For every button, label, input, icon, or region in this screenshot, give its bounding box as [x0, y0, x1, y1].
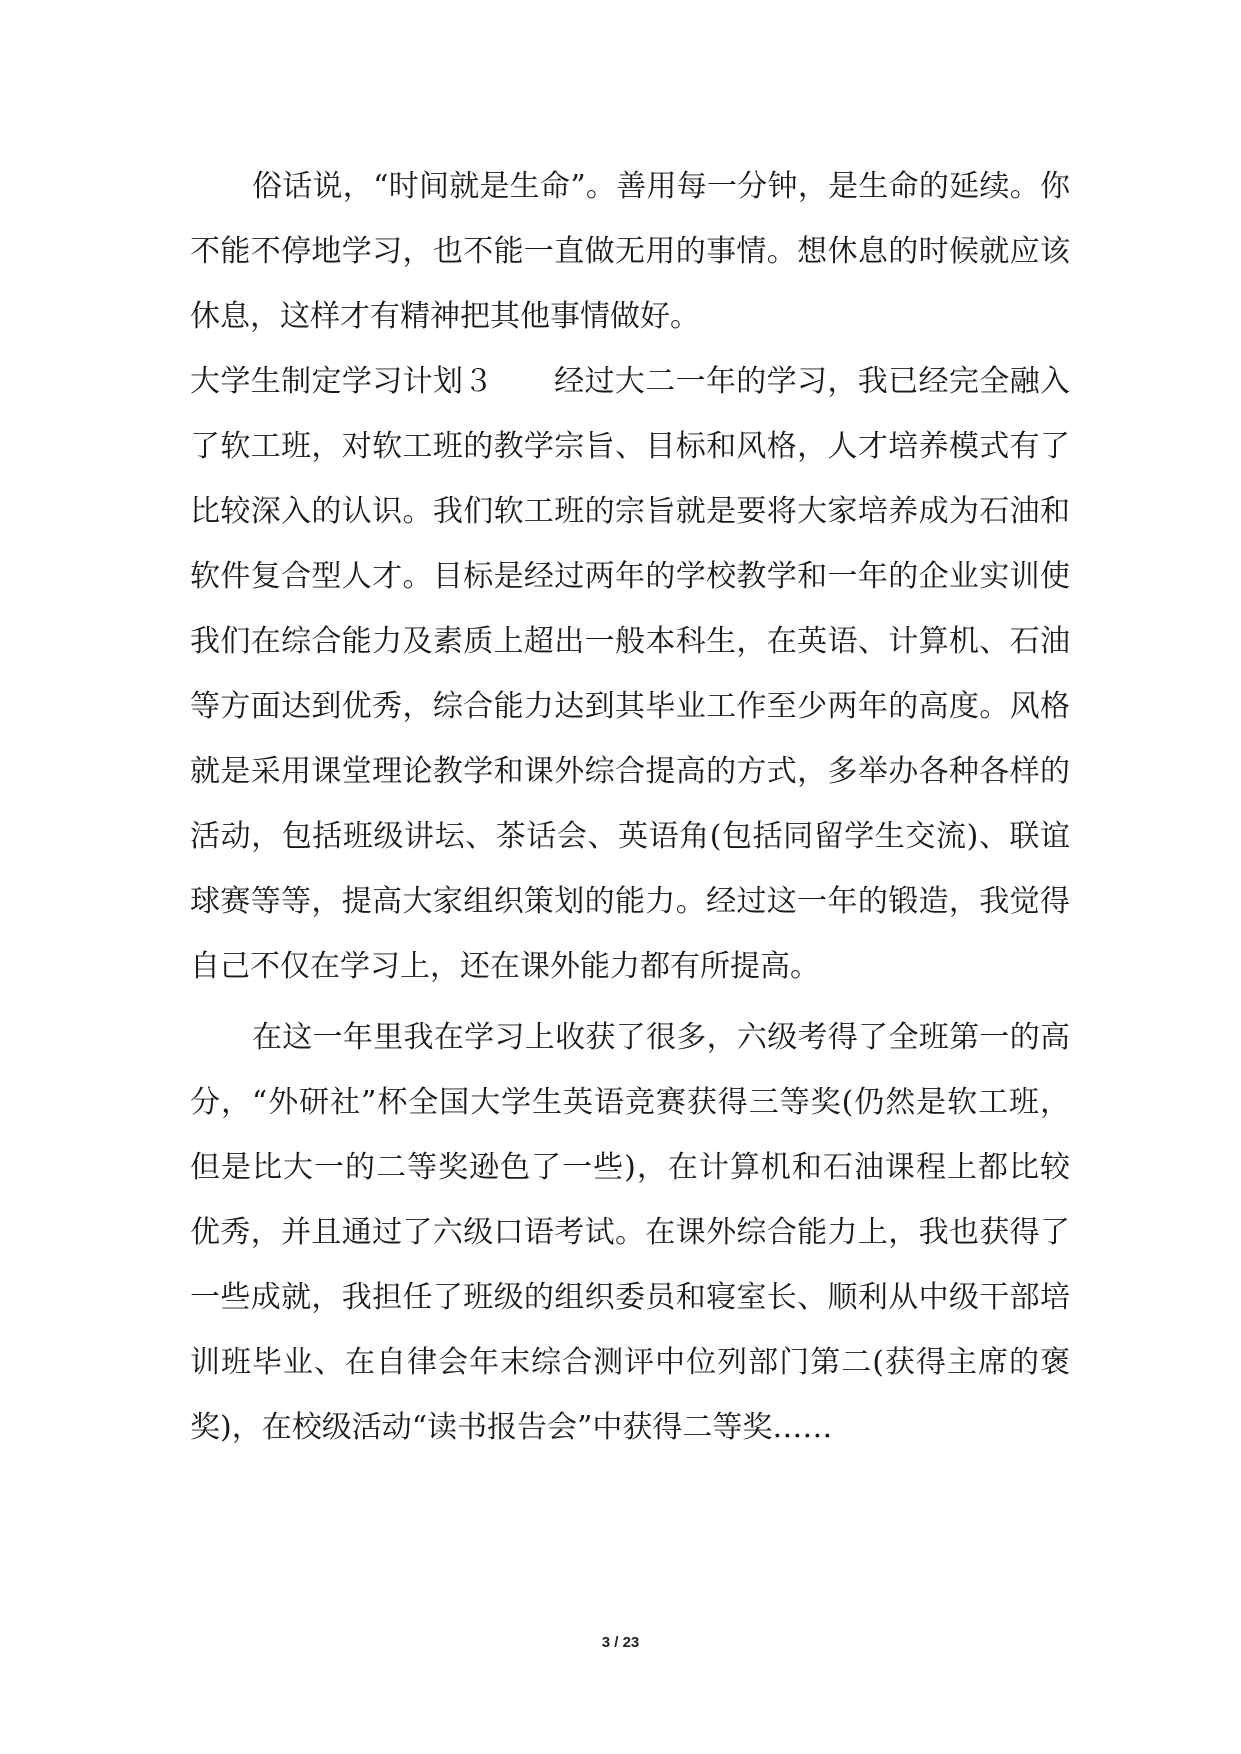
document-body [190, 154, 1070, 1460]
paragraph-study-plan-3 [190, 349, 1070, 999]
paragraph-achievements: 在这一年里我在学习上收获了很多，六级考得了全班第一的高分，“外研社”杯全国大学生英语竞赛获得三等奖(仍然是软工班，但是比大一的二等奖逊色了一些)，在计算机和石油课程上都比较优秀，并且通过了六级口语考试。在课外综合能力上，我也获得了一些成就，我担任了班级的组织委员和寝室长、顺利从中级干部培训班毕业、在自律会年末综合测评中位列部门第二(获得主席的褒奖)，在校级活动“读书报告会”中获得二等奖…… [190, 1020, 1070, 1445]
section-heading: 大学生制定学习计划３ [190, 364, 494, 399]
paragraph-time-is-life: 俗话说，“时间就是生命”。善用每一分钟，是生命的延续。你不能不停地学习，也不能一直做无用的事情。想休息的时候就应该休息，这样才有精神把其他事情做好。 [190, 169, 1070, 334]
page-number: 3 / 23 [601, 1634, 640, 1651]
paragraph-study-plan-3-text: 经过大二一年的学习，我已经完全融入了软工班，对软工班的教学宗旨、目标和风格，人才培养模式有了比较深入的认识。我们软工班的宗旨就是要将大家培养成为石油和软件复合型人才。目标是经过两年的学校教学和一年的企业实训使我们在综合能力及素质上超出一般本科生，在英语、计算机、石油等方面达到优秀，综合能力达到其毕业工作至少两年的高度。风格就是采用课堂理论教学和课外综合提高的方式，多举办各种各样的活动，包括班级讲坛、茶话会、英语角(包括同留学生交流)、联谊球赛等等，提高大家组织策划的能力。经过这一年的锻造，我觉得自己不仅在学习上，还在课外能力都有所提高。 [190, 364, 1071, 984]
